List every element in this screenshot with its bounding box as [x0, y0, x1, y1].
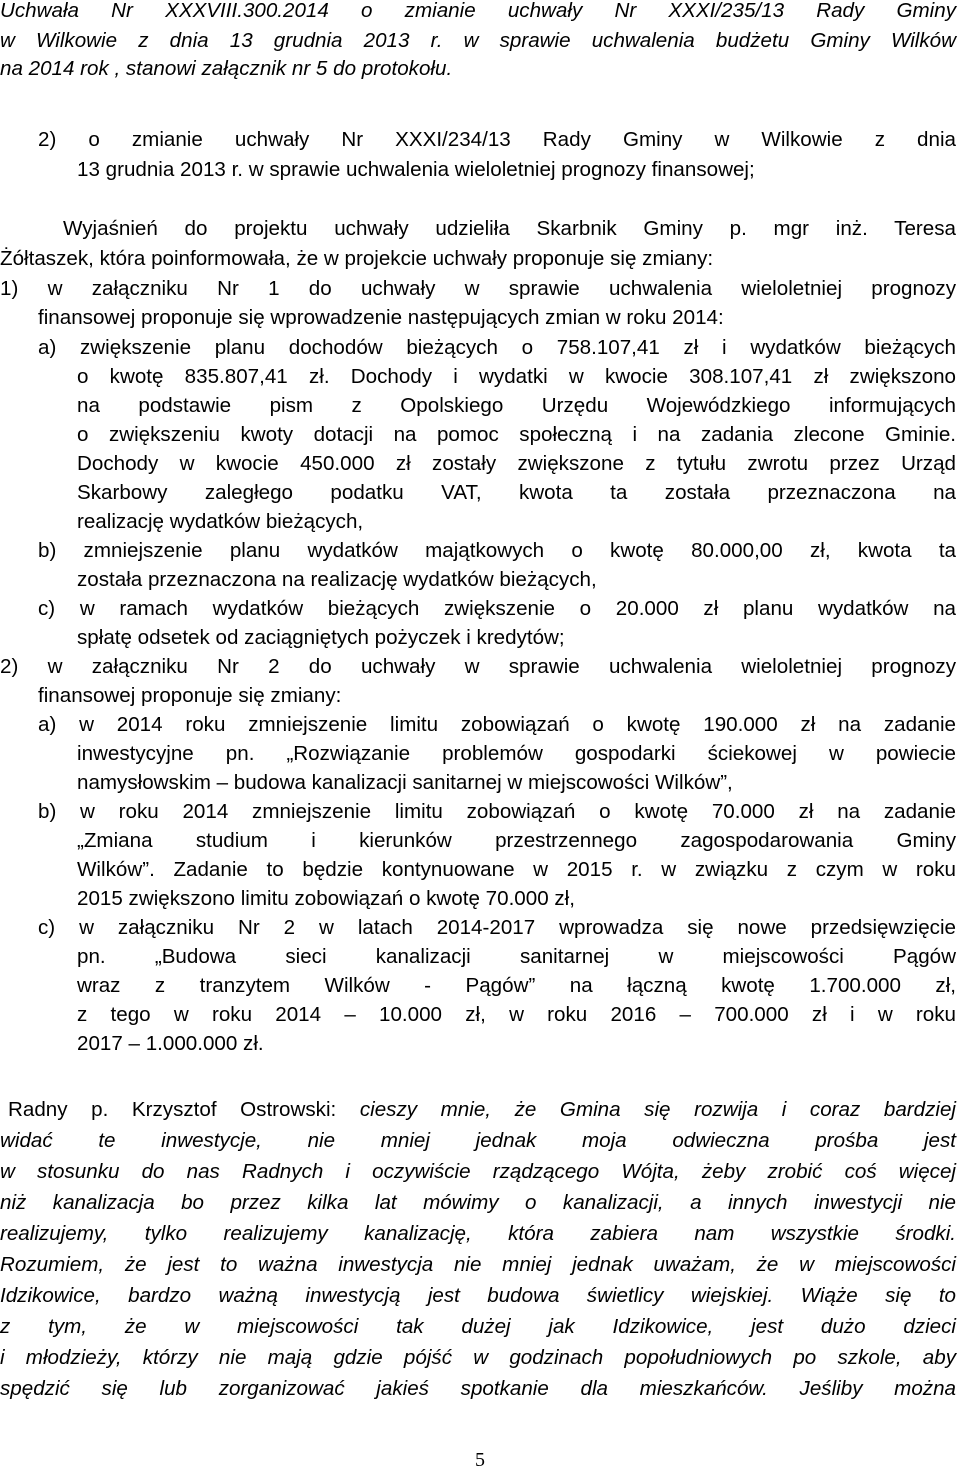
body-line-27: wraz z tranzytem Wilków - Pągów” na łączną kwotę 1.700.000 zł,	[77, 974, 956, 997]
body-line-28: z tego w roku 2014 – 10.000 zł, w roku 2016 – 700.000 zł i w roku	[77, 1003, 956, 1026]
speech-line-9: i młodzieży, którzy nie mają gdzie pójść w godzinach popołudniowych po szkole, aby	[0, 1346, 956, 1369]
body-line-7: na podstawie pism z Opolskiego Urzędu Wojewódzkiego informujących	[77, 394, 956, 417]
speech-line-3: w stosunku do nas Radnych i oczywiście rządzącego Wójta, żeby zrobić coś więcej	[0, 1160, 956, 1183]
speech-line-5: realizujemy, tylko realizujemy kanalizację, która zabiera nam wszystkie środki.	[0, 1222, 956, 1245]
speech-line-7: Idzikowice, bardzo ważną inwestycją jest budowa świetlicy wiejskiej. Wiąże się to	[0, 1284, 956, 1307]
body-line-5: a) zwiększenie planu dochodów bieżących o 758.107,41 zł i wydatków bieżących	[38, 336, 956, 359]
body-line-15: spłatę odsetek od zaciągniętych pożyczek i kredytów;	[77, 626, 565, 649]
body-line-12: b) zmniejszenie planu wydatków majątkowych o kwotę 80.000,00 zł, kwota ta	[38, 539, 956, 562]
body-line-29: 2017 – 1.000.000 zł.	[77, 1032, 264, 1055]
speech-line-6: Rozumiem, że jest to ważna inwestycja nie mniej jednak uważam, że w miejscowości	[0, 1253, 956, 1276]
body-line-10: Skarbowy zaległego podatku VAT, kwota ta została przeznaczona na	[77, 481, 956, 504]
speech-line-1	[8, 1096, 956, 1124]
body-line-6: o kwotę 835.807,41 zł. Dochody i wydatki w kwocie 308.107,41 zł zwiększono	[77, 365, 956, 388]
body-line-24: 2015 zwiększono limitu zobowiązań o kwotę 70.000 zł,	[77, 887, 575, 910]
body-line-20: namysłowskim – budowa kanalizacji sanitarnej w miejscowości Wilków”,	[77, 771, 733, 794]
intro-line-3: na 2014 rok , stanowi załącznik nr 5 do protokołu.	[0, 57, 453, 80]
item2-line-1: 2) o zmianie uchwały Nr XXXI/234/13 Rady Gminy w Wilkowie z dnia	[38, 128, 956, 151]
body-line-2: Żółtaszek, która poinformowała, że w projekcie uchwały proponuje się zmiany:	[0, 247, 714, 270]
body-line-22: „Zmiana studium i kierunków przestrzennego zagospodarowania Gminy	[77, 829, 956, 852]
body-line-11: realizację wydatków bieżących,	[77, 510, 364, 533]
body-line-9: Dochody w kwocie 450.000 zł zostały zwiększone z tytułu zwrotu przez Urząd	[77, 452, 956, 475]
body-line-4: finansowej proponuje się wprowadzenie następujących zmian w roku 2014:	[38, 306, 724, 329]
body-line-1: Wyjaśnień do projektu uchwały udzieliła Skarbnik Gminy p. mgr inż. Teresa	[63, 217, 956, 240]
speech-line-8: z tym, że w miejscowości tak dużej jak Idzikowice, jest dużo dzieci	[0, 1315, 956, 1338]
body-line-19: inwestycyjne pn. „Rozwiązanie problemów gospodarki ściekowej w powiecie	[77, 742, 956, 765]
speaker-name: Radny p. Krzysztof Ostrowski:	[8, 1098, 360, 1121]
body-line-3: 1) w załączniku Nr 1 do uchwały w sprawie uchwalenia wieloletniej prognozy	[0, 277, 956, 300]
body-line-26: pn. „Budowa sieci kanalizacji sanitarnej w miejscowości Pągów	[77, 945, 956, 968]
speech-text-1: cieszy mnie, że Gmina się rozwija i coraz bardziej	[359, 1098, 956, 1121]
body-line-13: została przeznaczona na realizację wydatków bieżących,	[77, 568, 597, 591]
body-line-21: b) w roku 2014 zmniejszenie limitu zobowiązań o kwotę 70.000 zł na zadanie	[38, 800, 956, 823]
body-line-8: o zwiększeniu kwoty dotacji na pomoc społeczną i na zadania zlecone Gminie.	[77, 423, 956, 446]
body-line-25: c) w załączniku Nr 2 w latach 2014-2017 wprowadza się nowe przedsięwzięcie	[38, 916, 956, 939]
speech-line-2: widać te inwestycje, nie mniej jednak moja odwieczna prośba jest	[0, 1129, 956, 1152]
speech-line-4: niż kanalizacja bo przez kilka lat mówimy o kanalizacji, a innych inwestycji nie	[0, 1191, 956, 1214]
speech-line-10: spędzić się lub zorganizować jakieś spotkanie dla mieszkańców. Jeśliby można	[0, 1377, 956, 1400]
intro-line-2: w Wilkowie z dnia 13 grudnia 2013 r. w sprawie uchwalenia budżetu Gminy Wilków	[0, 29, 956, 52]
page-number: 5	[475, 1449, 485, 1471]
body-line-16: 2) w załączniku Nr 2 do uchwały w sprawie uchwalenia wieloletniej prognozy	[0, 655, 956, 678]
body-line-23: Wilków”. Zadanie to będzie kontynuowane w 2015 r. w związku z czym w roku	[77, 858, 956, 881]
body-line-14: c) w ramach wydatków bieżących zwiększenie o 20.000 zł planu wydatków na	[38, 597, 956, 620]
item2-line-2: 13 grudnia 2013 r. w sprawie uchwalenia wieloletniej prognozy finansowej;	[77, 158, 755, 181]
body-line-18: a) w 2014 roku zmniejszenie limitu zobowiązań o kwotę 190.000 zł na zadanie	[38, 713, 956, 736]
body-line-17: finansowej proponuje się zmiany:	[38, 684, 342, 707]
intro-line-1: Uchwała Nr XXXVIII.300.2014 o zmianie uchwały Nr XXXI/235/13 Rady Gminy	[0, 0, 956, 22]
